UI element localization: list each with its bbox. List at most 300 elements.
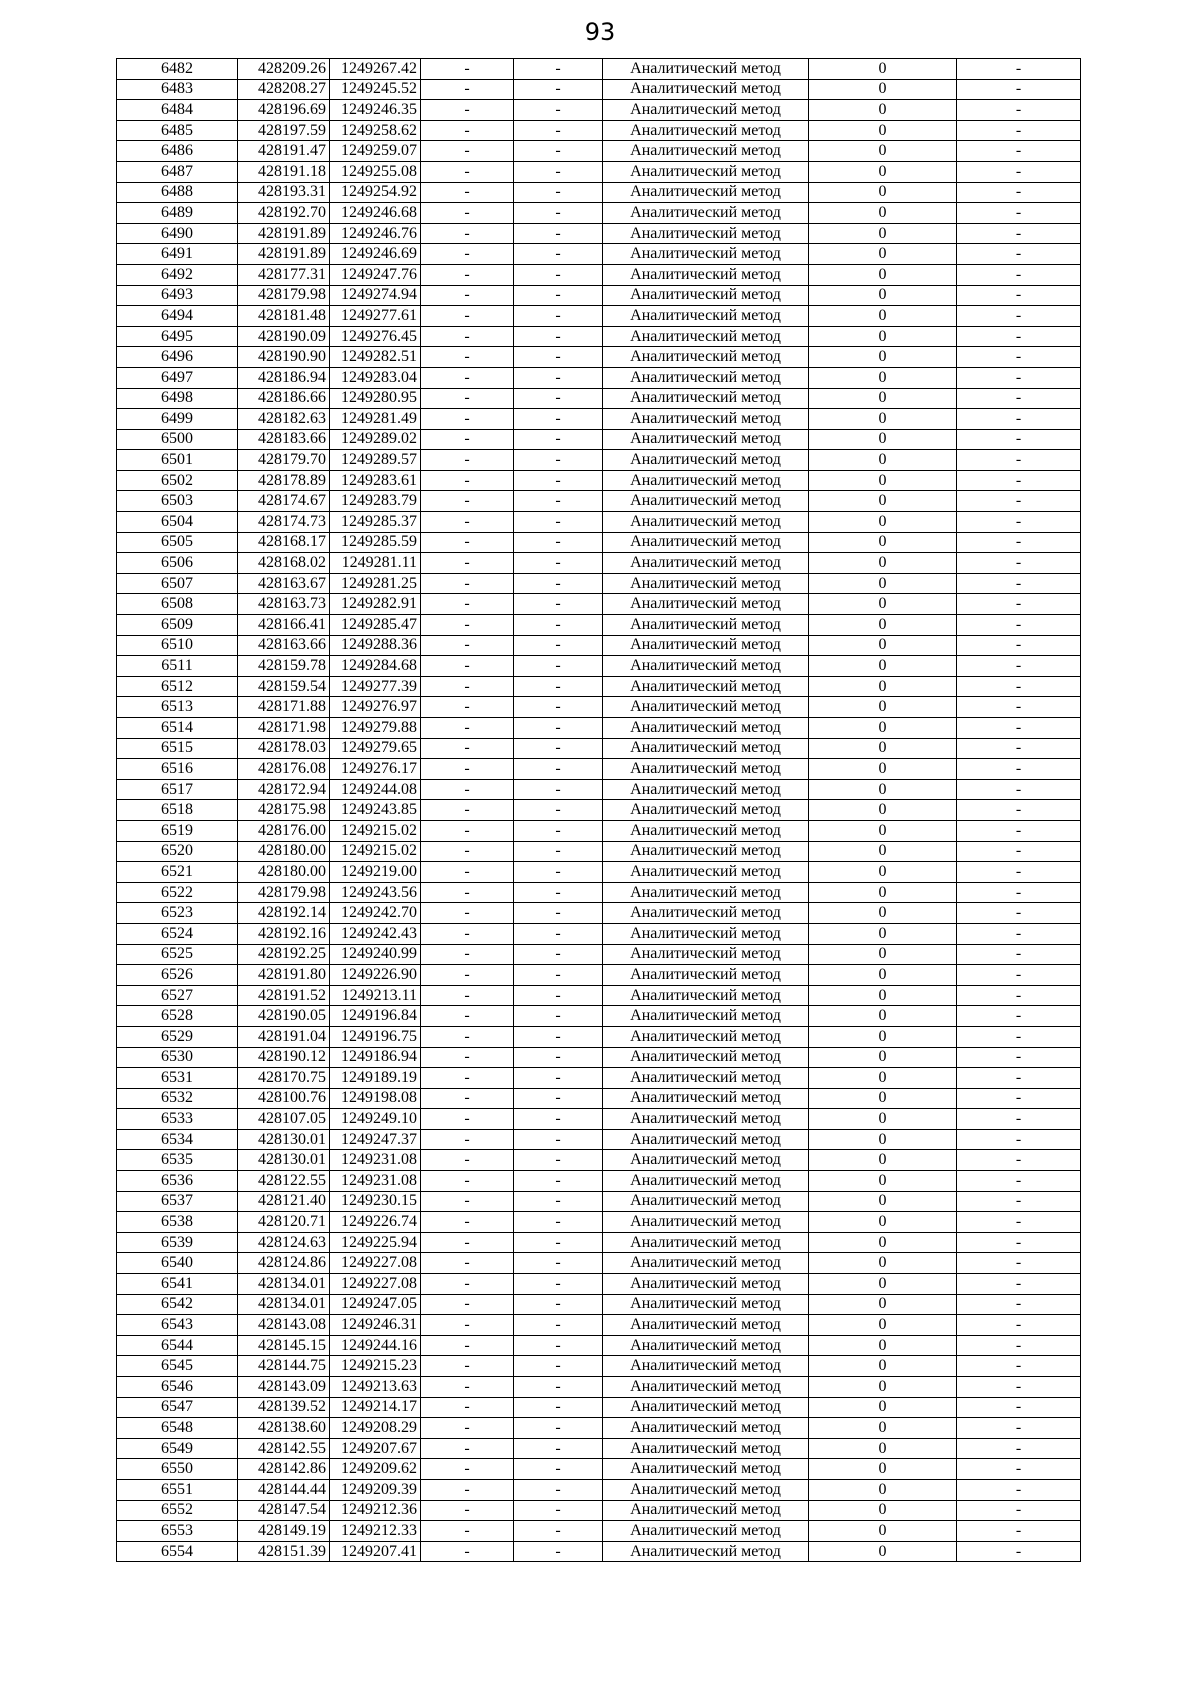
- x-coordinate-cell: 428172.94: [238, 779, 330, 800]
- empty-value-cell: -: [421, 1150, 514, 1171]
- y-coordinate-cell: 1249227.08: [330, 1253, 421, 1274]
- empty-value-cell: -: [421, 1500, 514, 1521]
- table-row: [117, 882, 1081, 903]
- table-row: [117, 1294, 1081, 1315]
- y-coordinate-cell: 1249213.63: [330, 1377, 421, 1398]
- error-value-cell: 0: [809, 100, 957, 121]
- empty-value-cell: -: [514, 944, 603, 965]
- y-coordinate-cell: 1249212.33: [330, 1521, 421, 1542]
- y-coordinate-cell: 1249247.76: [330, 264, 421, 285]
- empty-value-cell: -: [957, 203, 1081, 224]
- point-number-cell: 6497: [117, 367, 238, 388]
- method-cell: Аналитический метод: [603, 573, 809, 594]
- empty-value-cell: -: [957, 1150, 1081, 1171]
- table-row: [117, 1129, 1081, 1150]
- point-number-cell: 6539: [117, 1232, 238, 1253]
- x-coordinate-cell: 428190.05: [238, 1006, 330, 1027]
- empty-value-cell: -: [421, 923, 514, 944]
- empty-value-cell: -: [514, 141, 603, 162]
- y-coordinate-cell: 1249246.31: [330, 1315, 421, 1336]
- empty-value-cell: -: [514, 450, 603, 471]
- y-coordinate-cell: 1249240.99: [330, 944, 421, 965]
- table-row: [117, 656, 1081, 677]
- x-coordinate-cell: 428138.60: [238, 1418, 330, 1439]
- x-coordinate-cell: 428179.98: [238, 285, 330, 306]
- method-cell: Аналитический метод: [603, 1500, 809, 1521]
- empty-value-cell: -: [957, 1438, 1081, 1459]
- x-coordinate-cell: 428192.70: [238, 203, 330, 224]
- point-number-cell: 6485: [117, 120, 238, 141]
- empty-value-cell: -: [514, 409, 603, 430]
- empty-value-cell: -: [514, 285, 603, 306]
- empty-value-cell: -: [957, 59, 1081, 80]
- method-cell: Аналитический метод: [603, 1356, 809, 1377]
- empty-value-cell: -: [957, 1068, 1081, 1089]
- empty-value-cell: -: [957, 367, 1081, 388]
- empty-value-cell: -: [421, 1377, 514, 1398]
- table-row: [117, 1335, 1081, 1356]
- x-coordinate-cell: 428130.01: [238, 1150, 330, 1171]
- method-cell: Аналитический метод: [603, 1232, 809, 1253]
- empty-value-cell: -: [957, 862, 1081, 883]
- empty-value-cell: -: [421, 347, 514, 368]
- x-coordinate-cell: 428168.17: [238, 532, 330, 553]
- empty-value-cell: -: [514, 1047, 603, 1068]
- table-row: [117, 512, 1081, 533]
- empty-value-cell: -: [514, 882, 603, 903]
- empty-value-cell: -: [421, 1232, 514, 1253]
- table-row: [117, 409, 1081, 430]
- y-coordinate-cell: 1249209.62: [330, 1459, 421, 1480]
- empty-value-cell: -: [421, 409, 514, 430]
- error-value-cell: 0: [809, 676, 957, 697]
- error-value-cell: 0: [809, 1026, 957, 1047]
- x-coordinate-cell: 428209.26: [238, 59, 330, 80]
- x-coordinate-cell: 428178.03: [238, 738, 330, 759]
- empty-value-cell: -: [514, 470, 603, 491]
- error-value-cell: 0: [809, 862, 957, 883]
- method-cell: Аналитический метод: [603, 615, 809, 636]
- table-row: [117, 862, 1081, 883]
- point-number-cell: 6501: [117, 450, 238, 471]
- x-coordinate-cell: 428163.67: [238, 573, 330, 594]
- method-cell: Аналитический метод: [603, 1026, 809, 1047]
- x-coordinate-cell: 428191.89: [238, 244, 330, 265]
- method-cell: Аналитический метод: [603, 120, 809, 141]
- y-coordinate-cell: 1249243.56: [330, 882, 421, 903]
- x-coordinate-cell: 428147.54: [238, 1500, 330, 1521]
- y-coordinate-cell: 1249276.45: [330, 326, 421, 347]
- error-value-cell: 0: [809, 141, 957, 162]
- x-coordinate-cell: 428107.05: [238, 1109, 330, 1130]
- empty-value-cell: -: [421, 1212, 514, 1233]
- empty-value-cell: -: [421, 182, 514, 203]
- error-value-cell: 0: [809, 1006, 957, 1027]
- table-row: [117, 1026, 1081, 1047]
- x-coordinate-cell: 428192.16: [238, 923, 330, 944]
- empty-value-cell: -: [957, 1377, 1081, 1398]
- table-row: [117, 779, 1081, 800]
- coordinates-table: [116, 58, 1081, 1562]
- method-cell: Аналитический метод: [603, 1088, 809, 1109]
- empty-value-cell: -: [421, 1315, 514, 1336]
- empty-value-cell: -: [957, 1521, 1081, 1542]
- empty-value-cell: -: [421, 450, 514, 471]
- y-coordinate-cell: 1249281.49: [330, 409, 421, 430]
- point-number-cell: 6523: [117, 903, 238, 924]
- y-coordinate-cell: 1249285.59: [330, 532, 421, 553]
- y-coordinate-cell: 1249285.47: [330, 615, 421, 636]
- empty-value-cell: -: [957, 635, 1081, 656]
- empty-value-cell: -: [957, 79, 1081, 100]
- empty-value-cell: -: [514, 182, 603, 203]
- empty-value-cell: -: [421, 306, 514, 327]
- x-coordinate-cell: 428190.09: [238, 326, 330, 347]
- point-number-cell: 6541: [117, 1274, 238, 1295]
- table-row: [117, 1109, 1081, 1130]
- x-coordinate-cell: 428179.70: [238, 450, 330, 471]
- x-coordinate-cell: 428174.73: [238, 512, 330, 533]
- error-value-cell: 0: [809, 223, 957, 244]
- y-coordinate-cell: 1249246.76: [330, 223, 421, 244]
- method-cell: Аналитический метод: [603, 1191, 809, 1212]
- y-coordinate-cell: 1249274.94: [330, 285, 421, 306]
- point-number-cell: 6522: [117, 882, 238, 903]
- empty-value-cell: -: [421, 697, 514, 718]
- table-row: [117, 820, 1081, 841]
- y-coordinate-cell: 1249247.37: [330, 1129, 421, 1150]
- empty-value-cell: -: [957, 388, 1081, 409]
- empty-value-cell: -: [421, 985, 514, 1006]
- table-row: [117, 1253, 1081, 1274]
- empty-value-cell: -: [957, 985, 1081, 1006]
- method-cell: Аналитический метод: [603, 1335, 809, 1356]
- empty-value-cell: -: [514, 1377, 603, 1398]
- empty-value-cell: -: [421, 1274, 514, 1295]
- empty-value-cell: -: [421, 79, 514, 100]
- empty-value-cell: -: [514, 1459, 603, 1480]
- empty-value-cell: -: [421, 1397, 514, 1418]
- point-number-cell: 6543: [117, 1315, 238, 1336]
- point-number-cell: 6536: [117, 1171, 238, 1192]
- x-coordinate-cell: 428191.47: [238, 141, 330, 162]
- empty-value-cell: -: [421, 1253, 514, 1274]
- point-number-cell: 6550: [117, 1459, 238, 1480]
- empty-value-cell: -: [421, 779, 514, 800]
- error-value-cell: 0: [809, 203, 957, 224]
- y-coordinate-cell: 1249244.16: [330, 1335, 421, 1356]
- table-row: [117, 903, 1081, 924]
- empty-value-cell: -: [421, 244, 514, 265]
- method-cell: Аналитический метод: [603, 141, 809, 162]
- method-cell: Аналитический метод: [603, 203, 809, 224]
- x-coordinate-cell: 428124.63: [238, 1232, 330, 1253]
- empty-value-cell: -: [957, 1356, 1081, 1377]
- error-value-cell: 0: [809, 594, 957, 615]
- x-coordinate-cell: 428121.40: [238, 1191, 330, 1212]
- method-cell: Аналитический метод: [603, 882, 809, 903]
- x-coordinate-cell: 428168.02: [238, 553, 330, 574]
- y-coordinate-cell: 1249186.94: [330, 1047, 421, 1068]
- y-coordinate-cell: 1249281.11: [330, 553, 421, 574]
- point-number-cell: 6496: [117, 347, 238, 368]
- empty-value-cell: -: [514, 1232, 603, 1253]
- empty-value-cell: -: [514, 532, 603, 553]
- empty-value-cell: -: [957, 676, 1081, 697]
- empty-value-cell: -: [957, 1335, 1081, 1356]
- empty-value-cell: -: [957, 1315, 1081, 1336]
- empty-value-cell: -: [514, 120, 603, 141]
- table-row: [117, 594, 1081, 615]
- empty-value-cell: -: [957, 326, 1081, 347]
- empty-value-cell: -: [514, 1294, 603, 1315]
- error-value-cell: 0: [809, 1541, 957, 1562]
- y-coordinate-cell: 1249259.07: [330, 141, 421, 162]
- y-coordinate-cell: 1249225.94: [330, 1232, 421, 1253]
- y-coordinate-cell: 1249198.08: [330, 1088, 421, 1109]
- empty-value-cell: -: [421, 882, 514, 903]
- x-coordinate-cell: 428175.98: [238, 800, 330, 821]
- table-row: [117, 1150, 1081, 1171]
- point-number-cell: 6494: [117, 306, 238, 327]
- page-number: 93: [584, 18, 616, 46]
- empty-value-cell: -: [421, 1129, 514, 1150]
- y-coordinate-cell: 1249214.17: [330, 1397, 421, 1418]
- empty-value-cell: -: [421, 1438, 514, 1459]
- table-row: [117, 1418, 1081, 1439]
- table-row: [117, 100, 1081, 121]
- method-cell: Аналитический метод: [603, 326, 809, 347]
- method-cell: Аналитический метод: [603, 718, 809, 739]
- error-value-cell: 0: [809, 615, 957, 636]
- point-number-cell: 6504: [117, 512, 238, 533]
- error-value-cell: 0: [809, 944, 957, 965]
- y-coordinate-cell: 1249243.85: [330, 800, 421, 821]
- empty-value-cell: -: [421, 862, 514, 883]
- point-number-cell: 6506: [117, 553, 238, 574]
- point-number-cell: 6552: [117, 1500, 238, 1521]
- empty-value-cell: -: [514, 100, 603, 121]
- point-number-cell: 6499: [117, 409, 238, 430]
- x-coordinate-cell: 428159.54: [238, 676, 330, 697]
- y-coordinate-cell: 1249277.61: [330, 306, 421, 327]
- point-number-cell: 6554: [117, 1541, 238, 1562]
- x-coordinate-cell: 428142.55: [238, 1438, 330, 1459]
- error-value-cell: 0: [809, 347, 957, 368]
- method-cell: Аналитический метод: [603, 944, 809, 965]
- point-number-cell: 6519: [117, 820, 238, 841]
- y-coordinate-cell: 1249255.08: [330, 161, 421, 182]
- table-row: [117, 1397, 1081, 1418]
- error-value-cell: 0: [809, 573, 957, 594]
- table-row: [117, 759, 1081, 780]
- empty-value-cell: -: [957, 409, 1081, 430]
- empty-value-cell: -: [514, 1521, 603, 1542]
- y-coordinate-cell: 1249284.68: [330, 656, 421, 677]
- table-row: [117, 347, 1081, 368]
- empty-value-cell: -: [514, 1068, 603, 1089]
- method-cell: Аналитический метод: [603, 264, 809, 285]
- empty-value-cell: -: [957, 120, 1081, 141]
- point-number-cell: 6546: [117, 1377, 238, 1398]
- method-cell: Аналитический метод: [603, 985, 809, 1006]
- empty-value-cell: -: [421, 1088, 514, 1109]
- y-coordinate-cell: 1249279.65: [330, 738, 421, 759]
- x-coordinate-cell: 428159.78: [238, 656, 330, 677]
- empty-value-cell: -: [514, 759, 603, 780]
- empty-value-cell: -: [421, 1479, 514, 1500]
- table-row: [117, 1274, 1081, 1295]
- y-coordinate-cell: 1249231.08: [330, 1150, 421, 1171]
- empty-value-cell: -: [421, 1541, 514, 1562]
- y-coordinate-cell: 1249209.39: [330, 1479, 421, 1500]
- empty-value-cell: -: [957, 759, 1081, 780]
- method-cell: Аналитический метод: [603, 532, 809, 553]
- empty-value-cell: -: [957, 512, 1081, 533]
- empty-value-cell: -: [421, 203, 514, 224]
- empty-value-cell: -: [421, 223, 514, 244]
- x-coordinate-cell: 428186.66: [238, 388, 330, 409]
- error-value-cell: 0: [809, 1191, 957, 1212]
- x-coordinate-cell: 428163.73: [238, 594, 330, 615]
- x-coordinate-cell: 428177.31: [238, 264, 330, 285]
- error-value-cell: 0: [809, 1150, 957, 1171]
- empty-value-cell: -: [957, 656, 1081, 677]
- y-coordinate-cell: 1249230.15: [330, 1191, 421, 1212]
- point-number-cell: 6498: [117, 388, 238, 409]
- y-coordinate-cell: 1249231.08: [330, 1171, 421, 1192]
- empty-value-cell: -: [514, 862, 603, 883]
- y-coordinate-cell: 1249246.35: [330, 100, 421, 121]
- error-value-cell: 0: [809, 1521, 957, 1542]
- y-coordinate-cell: 1249246.68: [330, 203, 421, 224]
- empty-value-cell: -: [957, 594, 1081, 615]
- method-cell: Аналитический метод: [603, 1521, 809, 1542]
- y-coordinate-cell: 1249289.57: [330, 450, 421, 471]
- table-row: [117, 923, 1081, 944]
- empty-value-cell: -: [421, 1006, 514, 1027]
- x-coordinate-cell: 428176.08: [238, 759, 330, 780]
- empty-value-cell: -: [514, 1006, 603, 1027]
- point-number-cell: 6545: [117, 1356, 238, 1377]
- table-row: [117, 244, 1081, 265]
- empty-value-cell: -: [514, 264, 603, 285]
- point-number-cell: 6488: [117, 182, 238, 203]
- method-cell: Аналитический метод: [603, 182, 809, 203]
- point-number-cell: 6529: [117, 1026, 238, 1047]
- point-number-cell: 6495: [117, 326, 238, 347]
- error-value-cell: 0: [809, 1377, 957, 1398]
- table-row: [117, 1459, 1081, 1480]
- y-coordinate-cell: 1249280.95: [330, 388, 421, 409]
- error-value-cell: 0: [809, 718, 957, 739]
- empty-value-cell: -: [421, 656, 514, 677]
- point-number-cell: 6549: [117, 1438, 238, 1459]
- error-value-cell: 0: [809, 820, 957, 841]
- empty-value-cell: -: [514, 553, 603, 574]
- table-row: [117, 1377, 1081, 1398]
- empty-value-cell: -: [514, 79, 603, 100]
- empty-value-cell: -: [957, 965, 1081, 986]
- empty-value-cell: -: [421, 161, 514, 182]
- empty-value-cell: -: [514, 1315, 603, 1336]
- x-coordinate-cell: 428180.00: [238, 841, 330, 862]
- method-cell: Аналитический метод: [603, 1047, 809, 1068]
- empty-value-cell: -: [421, 285, 514, 306]
- table-row: [117, 635, 1081, 656]
- empty-value-cell: -: [514, 594, 603, 615]
- point-number-cell: 6482: [117, 59, 238, 80]
- y-coordinate-cell: 1249281.25: [330, 573, 421, 594]
- empty-value-cell: -: [421, 573, 514, 594]
- method-cell: Аналитический метод: [603, 841, 809, 862]
- empty-value-cell: -: [421, 1191, 514, 1212]
- empty-value-cell: -: [421, 388, 514, 409]
- empty-value-cell: -: [421, 1521, 514, 1542]
- empty-value-cell: -: [957, 944, 1081, 965]
- empty-value-cell: -: [514, 923, 603, 944]
- table-row: [117, 470, 1081, 491]
- table-row: [117, 141, 1081, 162]
- method-cell: Аналитический метод: [603, 1006, 809, 1027]
- empty-value-cell: -: [421, 1418, 514, 1439]
- method-cell: Аналитический метод: [603, 1212, 809, 1233]
- point-number-cell: 6527: [117, 985, 238, 1006]
- empty-value-cell: -: [514, 1500, 603, 1521]
- empty-value-cell: -: [957, 1541, 1081, 1562]
- x-coordinate-cell: 428145.15: [238, 1335, 330, 1356]
- empty-value-cell: -: [957, 450, 1081, 471]
- error-value-cell: 0: [809, 635, 957, 656]
- y-coordinate-cell: 1249283.04: [330, 367, 421, 388]
- point-number-cell: 6540: [117, 1253, 238, 1274]
- point-number-cell: 6492: [117, 264, 238, 285]
- method-cell: Аналитический метод: [603, 161, 809, 182]
- empty-value-cell: -: [514, 326, 603, 347]
- empty-value-cell: -: [514, 512, 603, 533]
- empty-value-cell: -: [421, 532, 514, 553]
- table-row: [117, 1191, 1081, 1212]
- empty-value-cell: -: [421, 470, 514, 491]
- y-coordinate-cell: 1249283.61: [330, 470, 421, 491]
- empty-value-cell: -: [514, 718, 603, 739]
- table-row: [117, 1438, 1081, 1459]
- point-number-cell: 6518: [117, 800, 238, 821]
- point-number-cell: 6502: [117, 470, 238, 491]
- empty-value-cell: -: [514, 656, 603, 677]
- empty-value-cell: -: [421, 738, 514, 759]
- point-number-cell: 6484: [117, 100, 238, 121]
- empty-value-cell: -: [957, 1006, 1081, 1027]
- empty-value-cell: -: [421, 100, 514, 121]
- empty-value-cell: -: [514, 347, 603, 368]
- y-coordinate-cell: 1249247.05: [330, 1294, 421, 1315]
- empty-value-cell: -: [514, 1274, 603, 1295]
- table-row: [117, 79, 1081, 100]
- empty-value-cell: -: [514, 841, 603, 862]
- table-row: [117, 1500, 1081, 1521]
- error-value-cell: 0: [809, 553, 957, 574]
- table-row: [117, 1232, 1081, 1253]
- point-number-cell: 6490: [117, 223, 238, 244]
- method-cell: Аналитический метод: [603, 1459, 809, 1480]
- empty-value-cell: -: [957, 882, 1081, 903]
- empty-value-cell: -: [957, 903, 1081, 924]
- y-coordinate-cell: 1249267.42: [330, 59, 421, 80]
- method-cell: Аналитический метод: [603, 223, 809, 244]
- y-coordinate-cell: 1249285.37: [330, 512, 421, 533]
- y-coordinate-cell: 1249212.36: [330, 1500, 421, 1521]
